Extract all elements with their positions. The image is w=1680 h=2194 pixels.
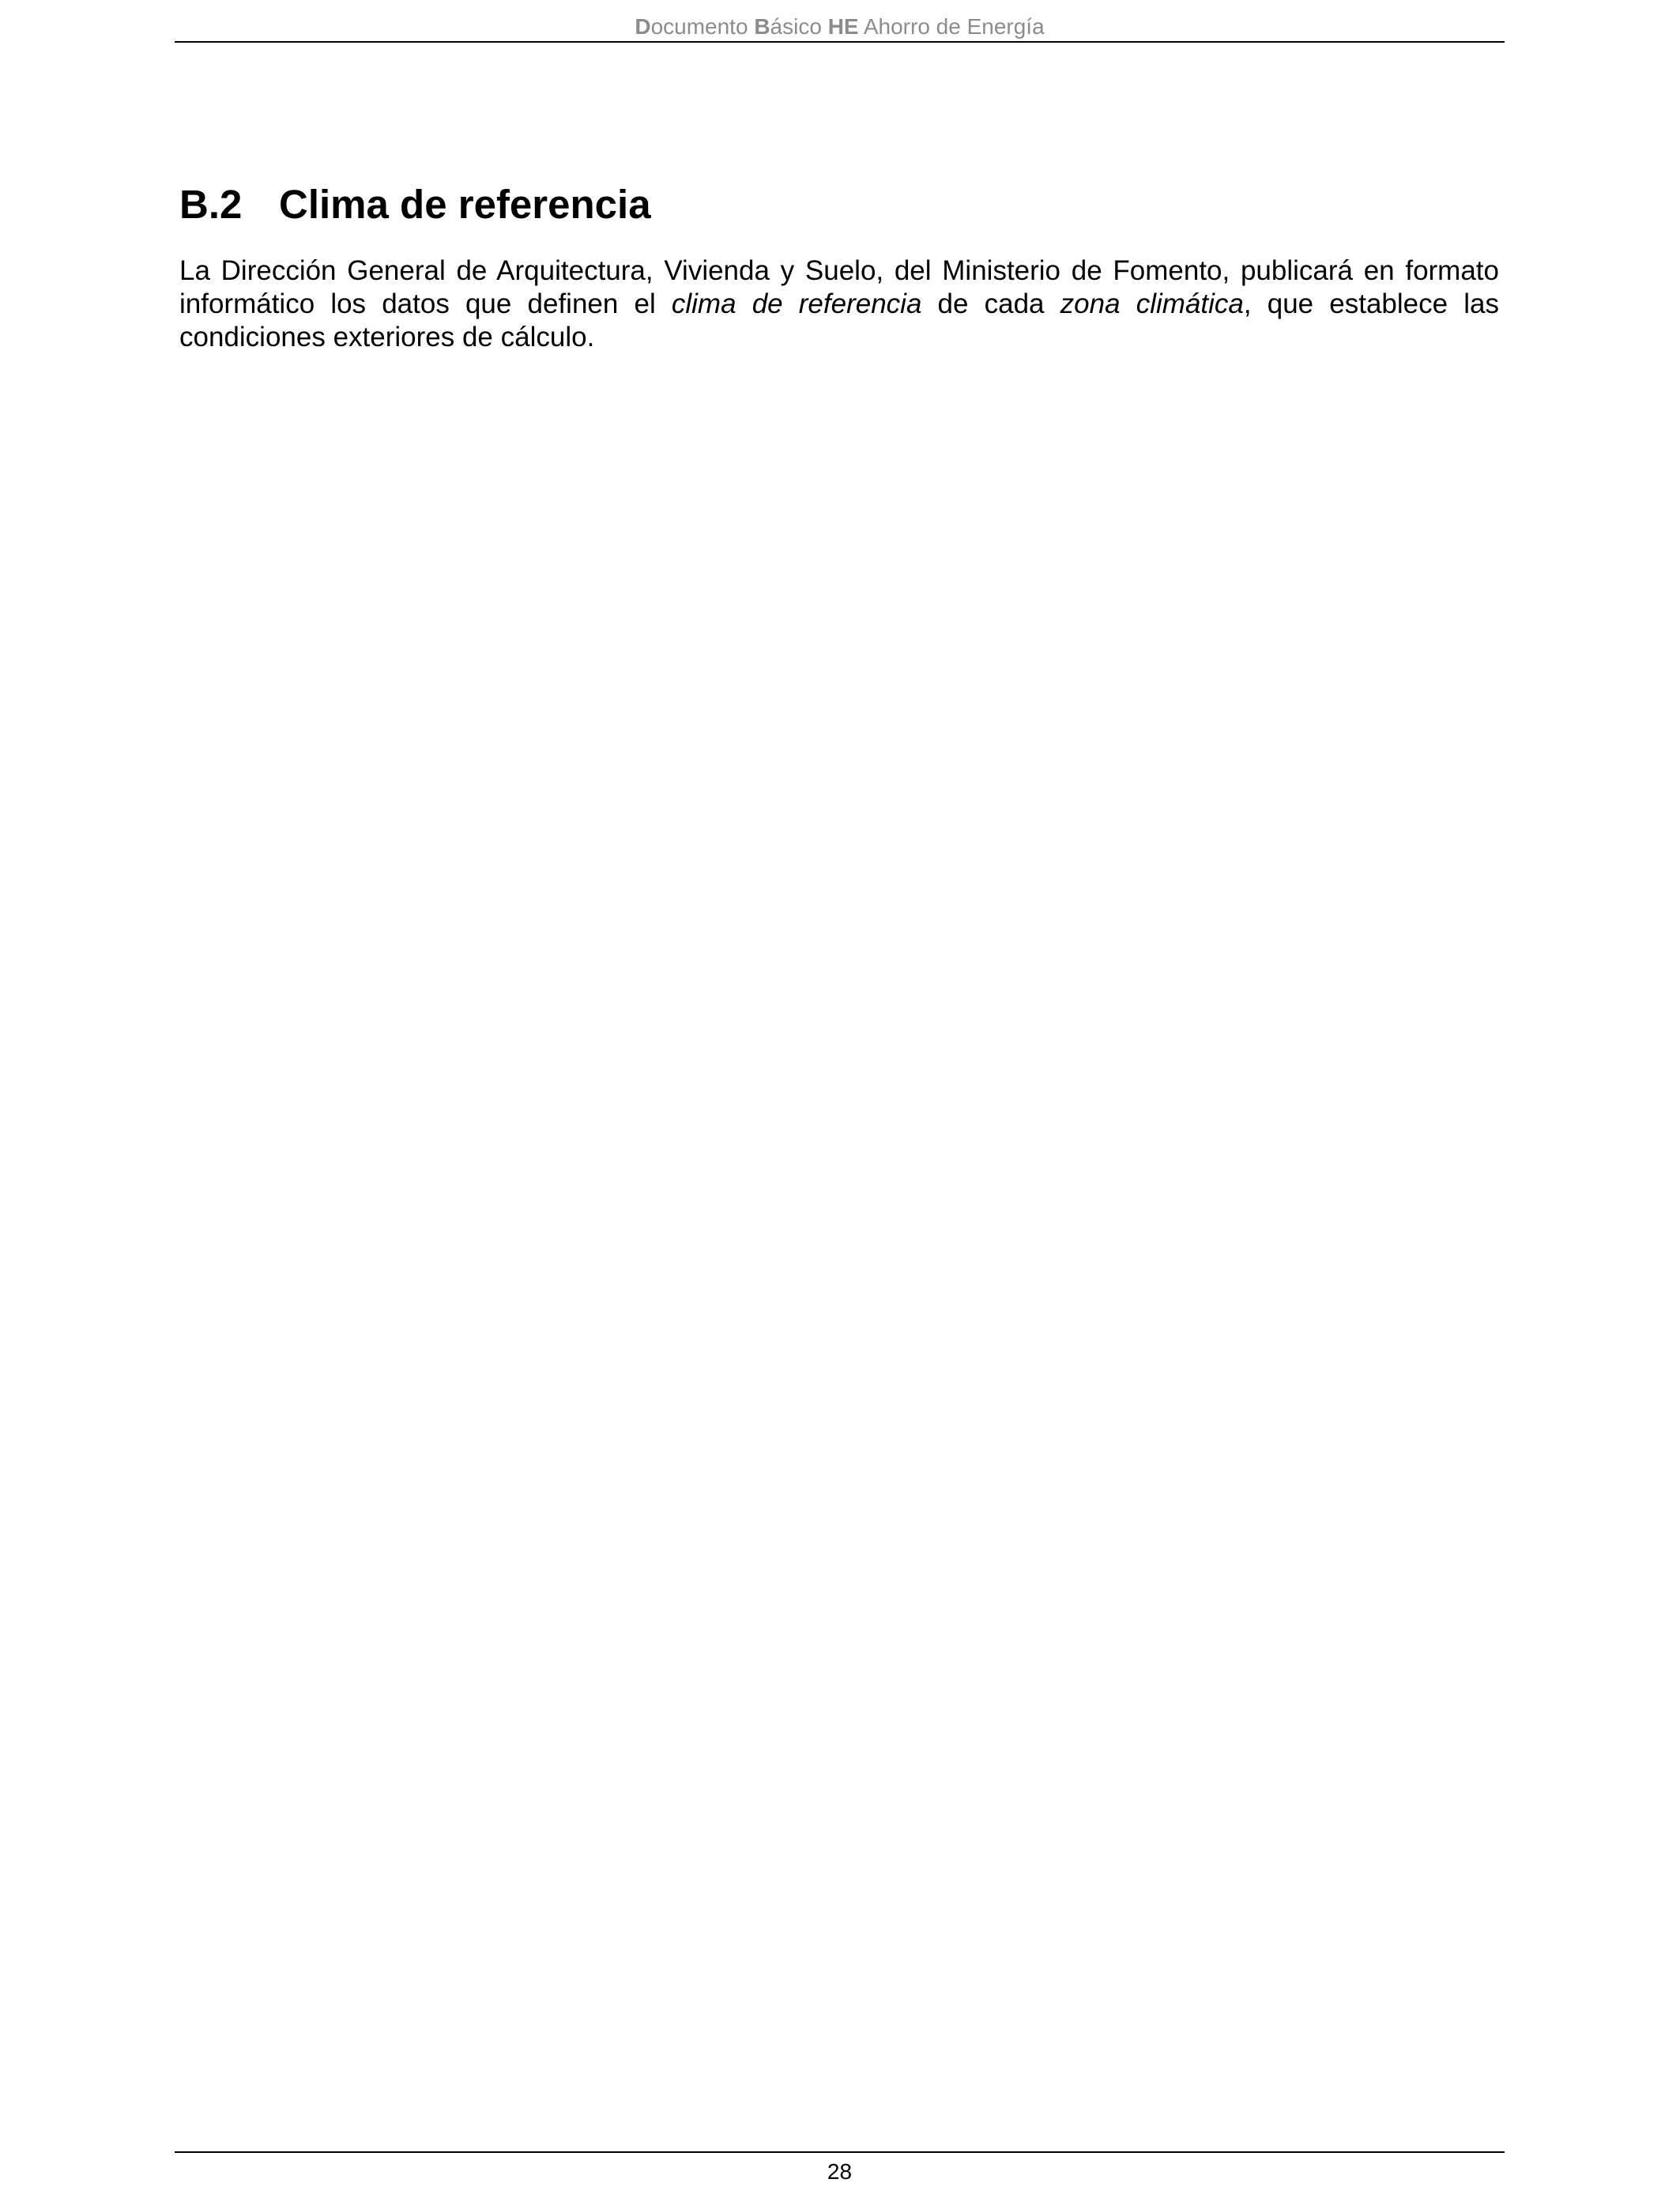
paragraph-text-3: , que establece las condiciones exteriores de cálculo. [179,288,1499,352]
header-part-ahorro: Ahorro de Energía [858,14,1045,39]
header-part-he: HE [827,14,859,39]
paragraph-text-1: La Dirección General de Arquitectura, Vivienda y Suelo, del Ministerio de Fomento, publicará en formato informático los datos que definen el [179,255,1499,319]
header-part-b: B [754,14,770,39]
page-header [175,0,1505,43]
paragraph-text-2: de cada [921,288,1060,319]
header-part-d: D [635,14,651,39]
page-number: 28 [827,2159,853,2184]
term-clima-de-referencia: clima de referencia [671,288,922,319]
header-part-asico: ásico [770,14,828,39]
page-footer [175,2151,1505,2184]
term-zona-climatica: zona climática [1060,288,1244,319]
header-part-ocumento: ocumento [650,14,755,39]
running-header-title [175,13,1505,41]
section-title: Clima de referencia [279,182,651,227]
section-number: B.2 [179,182,243,227]
section-heading [179,177,651,232]
body-paragraph [179,254,1499,354]
